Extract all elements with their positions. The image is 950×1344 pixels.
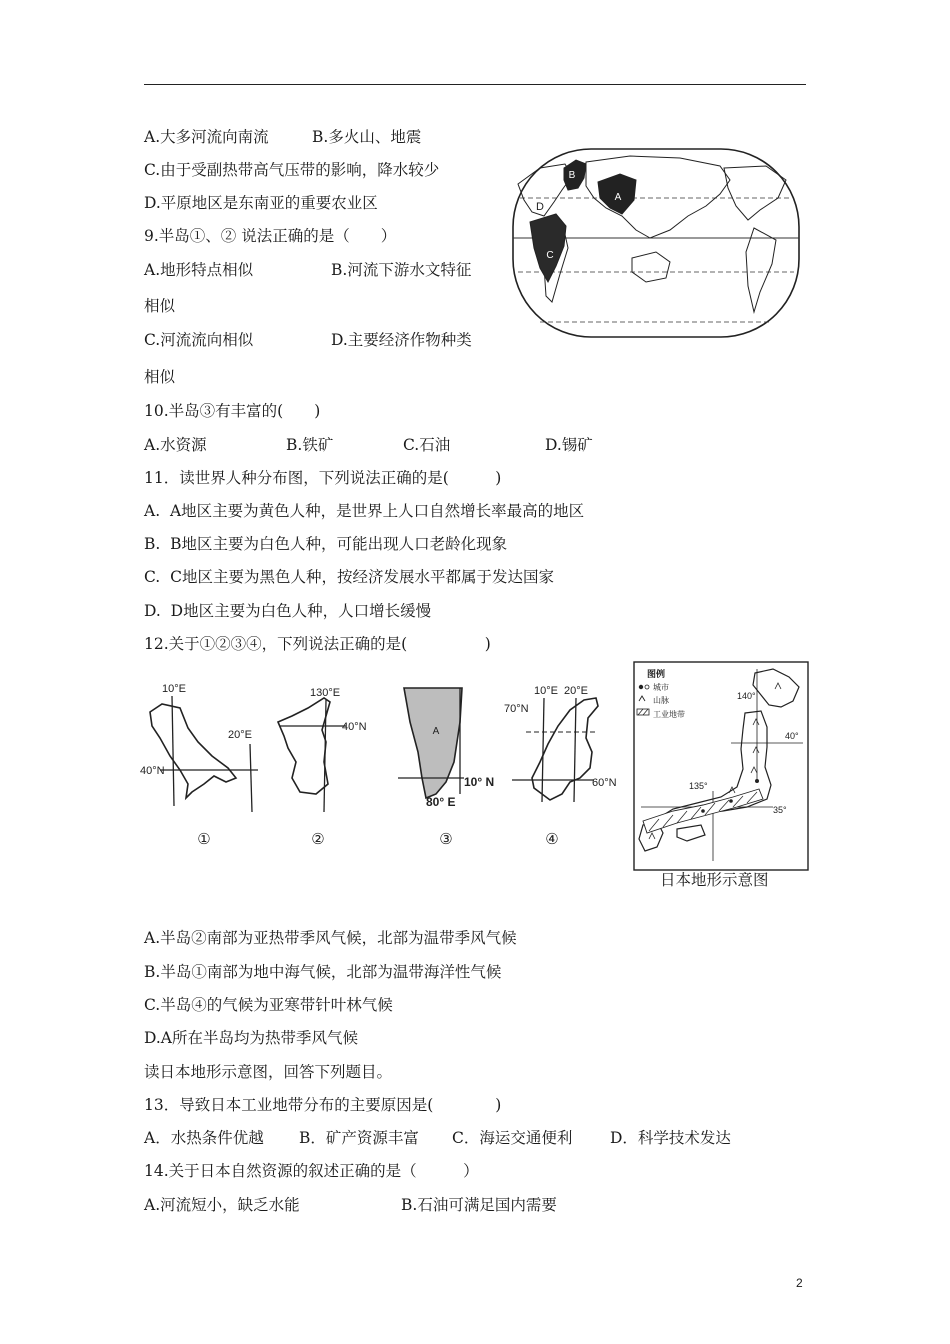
- q12-option-c: C.半岛④的气候为亚寒带针叶林气候: [144, 996, 393, 1014]
- japan-lat35: 35°: [773, 805, 787, 815]
- q13-option-b: B．矿产资源丰富: [299, 1129, 419, 1147]
- p1-lat-label: 40°N: [140, 765, 165, 777]
- q9-option-a: A.地形特点相似: [144, 261, 254, 279]
- p3-marker: A: [432, 726, 440, 737]
- p3-number: ③: [439, 831, 453, 848]
- peninsula-1-map: [140, 682, 265, 852]
- q9-option-d: D.主要经济作物种类: [331, 331, 472, 349]
- header-rule: [144, 84, 806, 85]
- p1-number: ①: [197, 831, 211, 848]
- q11-option-a: A. A地区主要为黄色人种，是世界上人口自然增长率最高的地区: [144, 502, 585, 520]
- q11-option-c: C. C地区主要为黑色人种，按经济发展水平都属于发达国家: [144, 568, 554, 586]
- peninsula-3-map: [394, 682, 500, 852]
- q13-option-a: A．水热条件优越: [144, 1129, 264, 1147]
- q8-option-c: C.由于受副热带高气压带的影响，降水较少: [144, 161, 440, 179]
- q11-stem: 11．读世界人种分布图，下列说法正确的是( ): [144, 469, 502, 487]
- peninsula-4-map: [496, 682, 626, 852]
- p4-lat-label: 70°N: [504, 703, 529, 715]
- q10-option-d: D.锡矿: [545, 436, 593, 454]
- japan-intro: 读日本地形示意图，回答下列题目。: [144, 1063, 393, 1081]
- q11-option-b: B. B地区主要为白色人种，可能出现人口老龄化现象: [144, 535, 508, 553]
- legend-city: 城市: [653, 683, 669, 692]
- q9-option-b: B.河流下游水文特征: [331, 261, 472, 279]
- legend-title: 图例: [647, 669, 666, 679]
- q13-stem: 13．导致日本工业地带分布的主要原因是( ): [144, 1096, 502, 1114]
- q8-option-d: D.平原地区是东南亚的重要农业区: [144, 194, 378, 212]
- q10-option-b: B.铁矿: [286, 436, 334, 454]
- japan-terrain-map: [633, 661, 809, 871]
- q9-option-b-cont: 相似: [144, 297, 176, 315]
- q8-option-a: A.大多河流向南流: [144, 128, 269, 146]
- p4-lon2-label: 20°E: [564, 685, 588, 697]
- q14-option-b: B.石油可满足国内需要: [401, 1196, 557, 1214]
- q9-option-c: C.河流流向相似: [144, 331, 254, 349]
- legend-mountain: 山脉: [653, 696, 669, 705]
- q9-option-d-cont: 相似: [144, 368, 176, 386]
- q13-option-c: C．海运交通便利: [452, 1129, 573, 1147]
- world-map-label-c: C: [546, 250, 554, 261]
- legend-industry: 工业地带: [653, 710, 685, 719]
- p2-lon-label: 130°E: [310, 687, 341, 699]
- p2-number: ②: [311, 831, 325, 848]
- world-map-label-d: D: [536, 201, 544, 213]
- q10-option-a: A.水资源: [144, 436, 207, 454]
- q9-stem: 9.半岛①、② 说法正确的是（ ）: [144, 227, 397, 245]
- p4-lon-label: 10°E: [534, 685, 558, 697]
- q10-stem: 10.半岛③有丰富的( ): [144, 402, 321, 420]
- p2-lat-label: 40°N: [342, 721, 367, 733]
- p1-lon-label: 10°E: [162, 683, 186, 695]
- japan-map-caption: 日本地形示意图: [660, 871, 769, 889]
- q14-stem: 14.关于日本自然资源的叙述正确的是（ ）: [144, 1162, 479, 1180]
- p4-number: ④: [545, 831, 559, 848]
- q12-option-b: B.半岛①南部为地中海气候，北部为温带海洋性气候: [144, 963, 502, 981]
- q8-option-b: B.多火山、地震: [312, 128, 422, 146]
- world-map-label-b: B: [568, 170, 576, 181]
- world-race-map: [510, 146, 802, 340]
- q12-option-a: A.半岛②南部为亚热带季风气候，北部为温带季风气候: [144, 929, 517, 947]
- world-map-label-a: A: [614, 192, 622, 203]
- japan-lat40: 40°: [785, 731, 799, 741]
- japan-lon135: 135°: [689, 781, 708, 791]
- q12-option-d: D.A所在半岛均为热带季风气候: [144, 1029, 358, 1047]
- p3-lat-label: 10° N: [464, 775, 495, 789]
- q11-option-d: D. D地区主要为白色人种，人口增长缓慢: [144, 602, 432, 620]
- q13-option-d: D．科学技术发达: [610, 1129, 731, 1147]
- page-number: 2: [796, 1276, 803, 1290]
- p4-lat2-label: 60°N: [592, 777, 617, 789]
- p3-lon-label: 80° E: [426, 795, 456, 809]
- p1-lon2-label: 20°E: [228, 729, 252, 741]
- japan-lon140: 140°: [737, 691, 756, 701]
- q10-option-c: C.石油: [403, 436, 451, 454]
- q12-stem: 12.关于①②③④，下列说法正确的是( ): [144, 635, 491, 653]
- peninsula-2-map: [268, 682, 378, 852]
- q14-option-a: A.河流短小，缺乏水能: [144, 1196, 300, 1214]
